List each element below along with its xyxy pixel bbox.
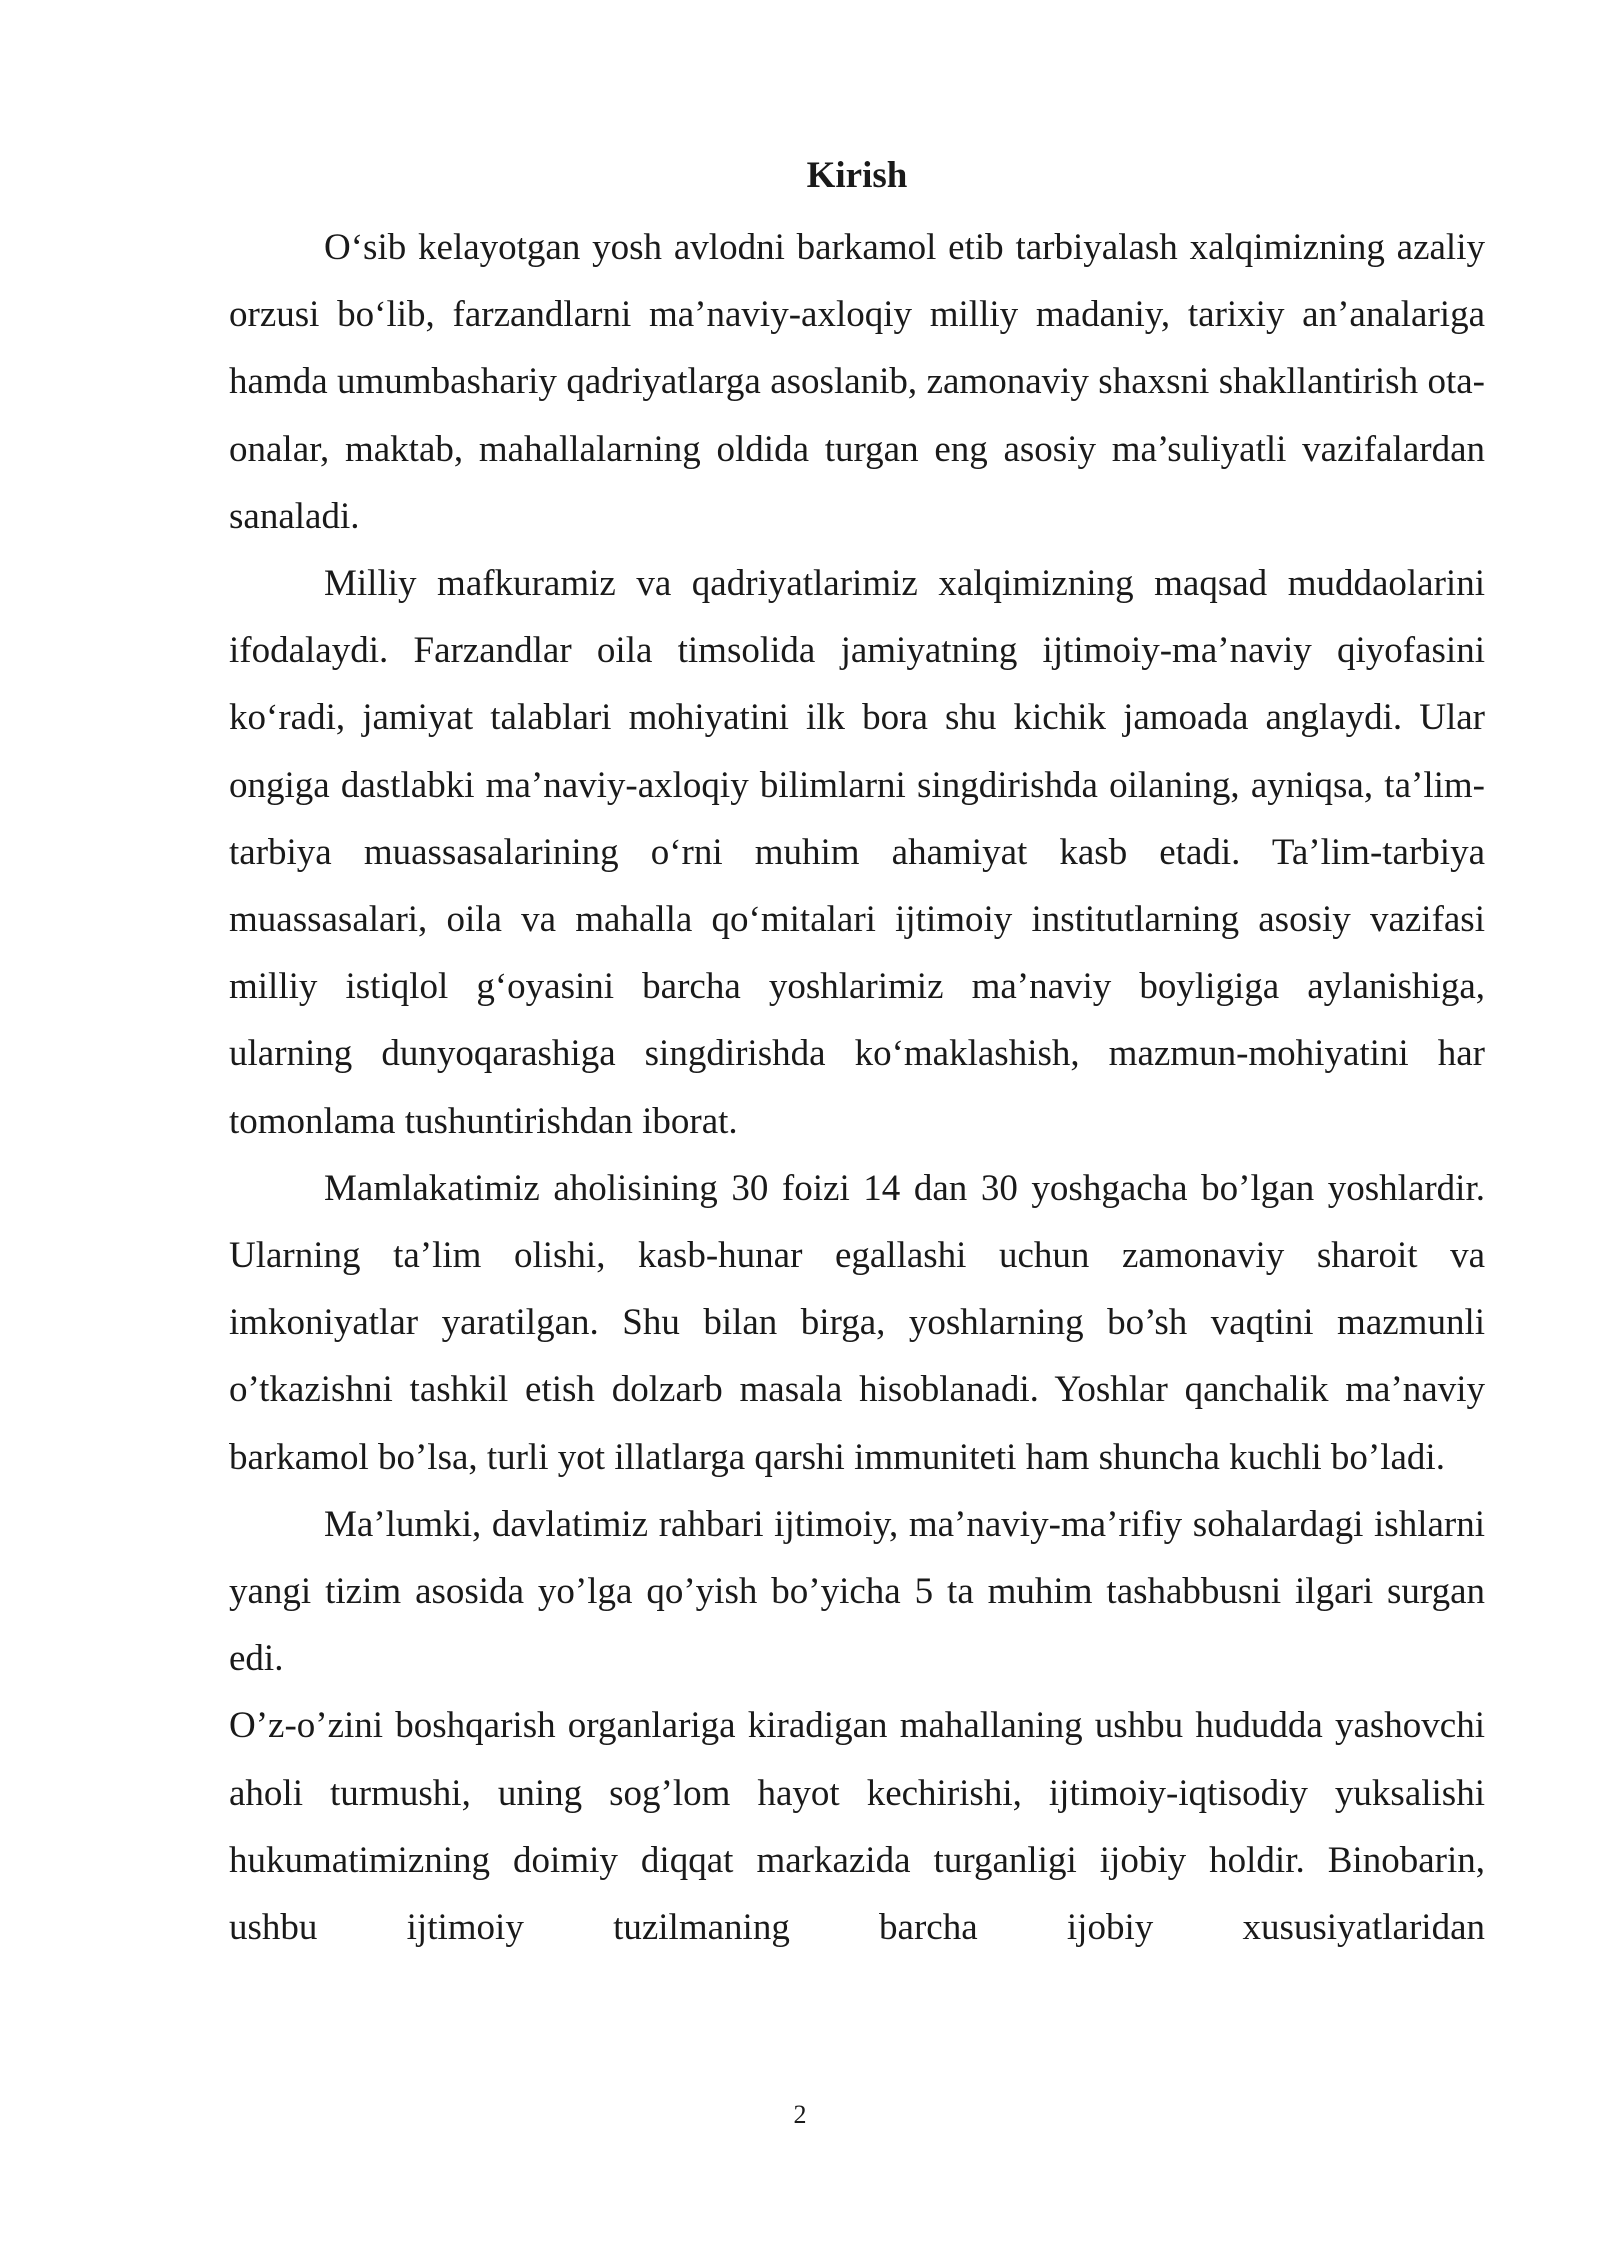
paragraph-initiatives: Ma’lumki, davlatimiz rahbari ijtimoiy, ma’naviy-ma’rifiy sohalardagi ishlarni yangi tizim asosida yo’lga qo’yish bo’yicha 5 ta muhim tashabbusni ilgari surgan edi. [229, 1503, 1485, 1680]
document-page [229, 138, 1485, 2178]
paragraph-mahalla: O’z-o’zini boshqarish organlariga kiradigan mahallaning ushbu hududda yashovchi aholi turmushi, uning sog’lom hayot kechirishi, ijtimoiy-iqtisodiy yuksalishi hukumatimizning doimiy diqqat markazida turganligi ijobiy holdir. Binobarin, ushbu ijtimoiy tuzilmaning barcha ijobiy xususiyatlaridan [229, 1705, 1485, 1949]
section-title: Kirish [806, 155, 908, 196]
paragraph-intro: O‘sib kelayotgan yosh avlodni barkamol etib tarbiyalash xalqimizning azaliy orzusi bo‘lib, farzandlarni ma’naviy-axloqiy milliy madaniy, tarixiy an’analariga hamda umumbashariy qadriyatlarga asoslanib, zamonaviy shaxsni shakllantirish ota-onalar, maktab, mahallalarning oldida turgan eng asosiy ma’suliyatli vazifalardan sanaladi. [229, 227, 1485, 537]
paragraph-youth: Mamlakatimiz aholisining 30 foizi 14 dan 30 yoshgacha bo’lgan yoshlardir. Ularning ta’lim olishi, kasb-hunar egallashi uchun zamonaviy sharoit va imkoniyatlar yaratilgan. Shu bilan birga, yoshlarning bo’sh vaqtini mazmunli o’tkazishni tashkil etish dolzarb masala hisoblanadi. Yoshlar qanchalik ma’naviy barkamol bo’lsa, turli yot illatlarga qarshi immuniteti ham shuncha kuchli bo’ladi. [229, 1167, 1485, 1478]
paragraph-ideology: Milliy mafkuramiz va qadriyatlarimiz xalqimizning maqsad muddaolarini ifodalaydi. Farzandlar oila timsolida jamiyatning ijtimoiy-ma’naviy qiyofasini ko‘radi, jamiyat talablari mohiyatini ilk bora shu kichik jamoada anglaydi. Ular ongiga dastlabki ma’naviy-axloqiy bilimlarni singdirishda oilaning, ayniqsa, ta’lim-tarbiya muassasalarining o‘rni muhim ahamiyat kasb etadi. Ta’lim-tarbiya muassasalari, oila va mahalla qo‘mitalari ijtimoiy institutlarning asosiy vazifasi milliy istiqlol g‘oyasini barcha yoshlarimiz ma’naviy boyligiga aylanishiga, ularning dunyoqarashiga singdirishda ko‘maklashish, mazmun-mohiyatini har tomonlama tushuntirishdan iborat. [229, 563, 1485, 1142]
page-number: 2 [793, 2100, 807, 2129]
